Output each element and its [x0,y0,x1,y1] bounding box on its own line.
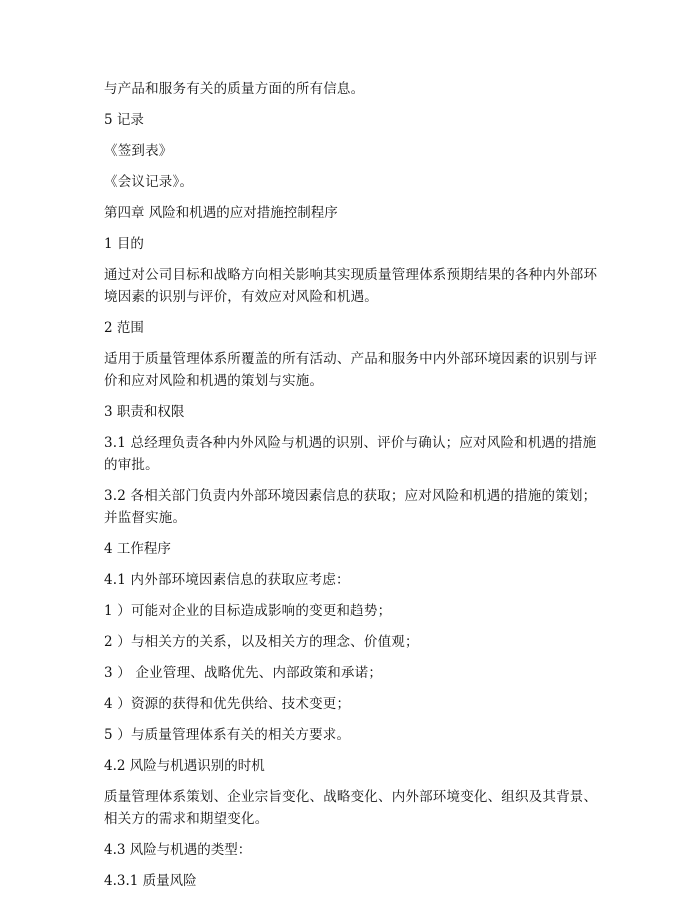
list-item-2: 2 ）与相关方的关系，以及相关方的理念、价值观； [104,634,419,650]
record-item-signin-sheet: 《签到表》 [104,143,173,159]
paragraph-purpose: 通过对公司目标和战略方向相关影响其实现质量管理体系预期结果的各种内外部环境因素的识别与评价，有效应对风险和机遇。 [104,267,598,305]
heading-scope: 2 范围 [104,320,144,336]
list-item-5: 5 ）与质量管理体系有关的相关方要求。 [104,727,351,743]
paragraph-responsibility-3-2: 3.2 各相关部门负责内外部环境因素信息的获取；应对风险和机遇的措施的策划；并监督实施。 [104,488,597,526]
heading-4-2: 4.2 风险与机遇识别的时机 [104,758,265,774]
paragraph-4-2: 质量管理体系策划、企业宗旨变化、战略变化、内外部环境变化、组织及其背景、相关方的需求和期望变化。 [104,789,598,827]
heading-records: 5 记录 [104,112,144,128]
paragraph-info-summary: 与产品和服务有关的质量方面的所有信息。 [104,81,365,97]
record-item-meeting-minutes: 《会议记录》。 [104,174,194,190]
paragraph-4-1: 4.1 内外部环境因素信息的获取应考虑： [104,572,350,588]
paragraph-responsibility-3-1: 3.1 总经理负责各种内外风险与机遇的识别、评价与确认；应对风险和机遇的措施的审批。 [104,435,597,473]
list-item-4: 4 ）资源的获得和优先供给、技术变更； [104,696,351,712]
paragraph-scope: 适用于质量管理体系所覆盖的所有活动、产品和服务中内外部环境因素的识别与评价和应对风险和机遇的策划与实施。 [104,351,598,389]
heading-4-3: 4.3 风险与机遇的类型： [104,842,252,858]
heading-work-procedure: 4 工作程序 [104,541,171,557]
document-body [104,78,604,901]
heading-purpose: 1 目的 [104,236,144,252]
list-item-3: 3 ） 企业管理、战略优先、内部政策和承诺； [104,665,383,681]
chapter-title: 第四章 风险和机遇的应对措施控制程序 [104,205,338,221]
heading-4-3-1: 4.3.1 质量风险 [104,873,197,889]
list-item-1: 1 ）可能对企业的目标造成影响的变更和趋势； [104,603,392,619]
heading-responsibilities: 3 职责和权限 [104,404,185,420]
